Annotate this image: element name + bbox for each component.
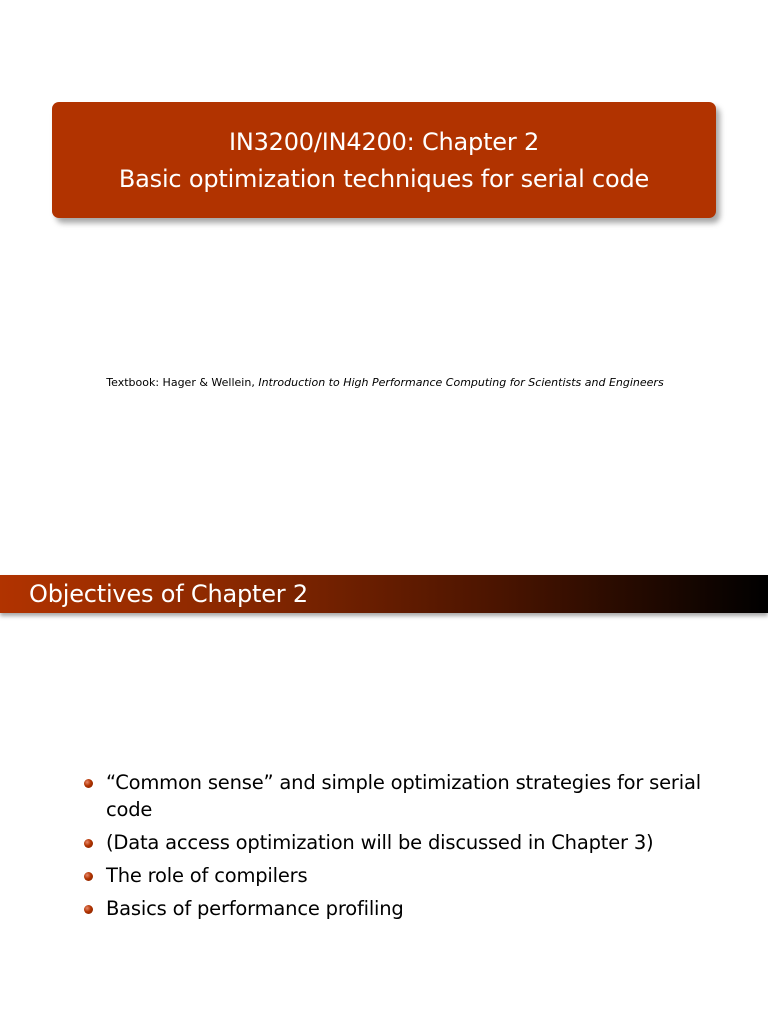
bullet-icon <box>84 872 93 881</box>
list-item-text: The role of compilers <box>106 864 308 887</box>
bullet-icon <box>84 839 93 848</box>
textbook-prefix: Textbook: Hager & Wellein, <box>106 376 259 389</box>
list-item-text: “Common sense” and simple optimization strategies for serial code <box>106 771 701 821</box>
list-item-text: Basics of performance profiling <box>106 897 404 920</box>
title-line-2: Basic optimization techniques for serial code <box>118 165 650 193</box>
frame-title: Objectives of Chapter 2 <box>29 580 308 608</box>
textbook-reference <box>60 375 710 391</box>
frame-title-bar <box>0 575 768 613</box>
bullet-icon <box>84 905 93 914</box>
textbook-title: Introduction to High Performance Computing for Scientists and Engineers <box>258 376 664 389</box>
list-item <box>84 769 724 823</box>
list-item <box>84 862 724 889</box>
list-item-text: (Data access optimization will be discussed in Chapter 3) <box>106 831 654 854</box>
list-item <box>84 895 724 922</box>
objectives-slide <box>0 575 768 1024</box>
objectives-list <box>84 769 724 928</box>
list-item <box>84 829 724 856</box>
title-box <box>52 102 716 218</box>
bullet-icon <box>84 779 93 788</box>
title-line-1: IN3200/IN4200: Chapter 2 <box>228 128 540 156</box>
